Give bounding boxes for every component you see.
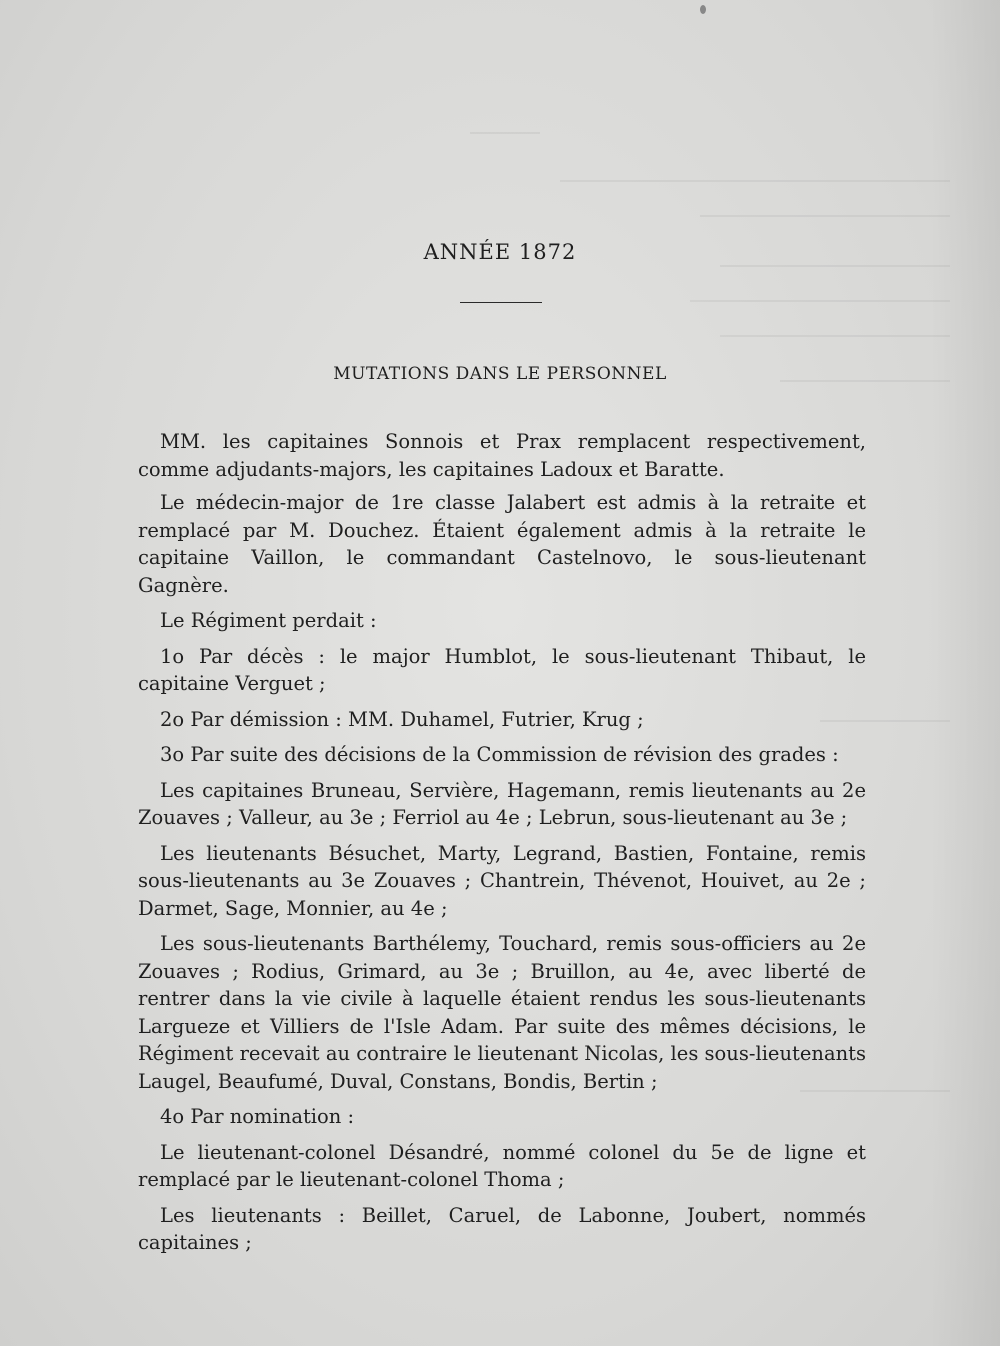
paragraph-commission: 3o Par suite des décisions de la Commission de révision des grades : [160, 743, 839, 766]
page-fold-shadow [930, 0, 1000, 1346]
body-text [138, 428, 866, 1265]
title-divider [460, 302, 542, 303]
paragraph-deces: 1o Par décès : le major Humblot, le sous-lieutenant Thibaut, le capitaine Verguet ; [138, 644, 866, 695]
paragraph-retraite: Le médecin-major de 1re classe Jalabert est admis à la retraite et remplacé par M. Douchez. Étaient également admis à la retraite le capitaine Vaillon, le commandant Castelnovo, le sous-lieutenant Gagnère. [138, 491, 866, 597]
paragraph-perdait: Le Régiment perdait : [160, 609, 377, 632]
paragraph-demission: 2o Par démission : MM. Duhamel, Futrier, Krug ; [160, 707, 644, 731]
year-title: ANNÉE 1872 [423, 240, 577, 264]
paragraph-sous-lieutenants: Les sous-lieutenants Barthélemy, Touchard, remis sous-officiers au 2e Zouaves ; Rodius, Grimard, au 3e ; Bruillon, au 4e, avec liberté de rentrer dans la vie civile à laquelle étaient rendus les sous-lieutenants Largueze et Villiers de l'Isle Adam. Par suite des mêmes décisions, le Régiment recevait au contraire le lieutenant Nicolas, les sous-lieutenants Laugel, Beaufumé, Duval, Constans, Bondis, Bertin ; [138, 932, 866, 1093]
paragraph-colonel: Le lieutenant-colonel Désandré, nommé colonel du 5e de ligne et remplacé par le lieutenant-colonel Thoma ; [138, 1140, 866, 1191]
ink-speck [700, 5, 706, 14]
paragraph-capitaines-nommes: Les lieutenants : Beillet, Caruel, de Labonne, Joubert, nommés capitaines ; [138, 1203, 866, 1254]
section-title: MUTATIONS DANS LE PERSONNEL [333, 364, 667, 384]
paragraph-adjudants: MM. les capitaines Sonnois et Prax remplacent respectivement, comme adjudants-majors, les capitaines Ladoux et Baratte. [138, 430, 866, 481]
paragraph-capitaines: Les capitaines Bruneau, Servière, Hagemann, remis lieutenants au 2e Zouaves ; Valleur, au 3e ; Ferriol au 4e ; Lebrun, sous-lieutenant au 3e ; [138, 778, 866, 829]
paragraph-nomination: 4o Par nomination : [160, 1105, 355, 1128]
paragraph-lieutenants: Les lieutenants Bésuchet, Marty, Legrand, Bastien, Fontaine, remis sous-lieutenants au 3e Zouaves ; Chantrein, Thévenot, Houivet, au 2e ; Darmet, Sage, Monnier, au 4e ; [138, 841, 866, 920]
